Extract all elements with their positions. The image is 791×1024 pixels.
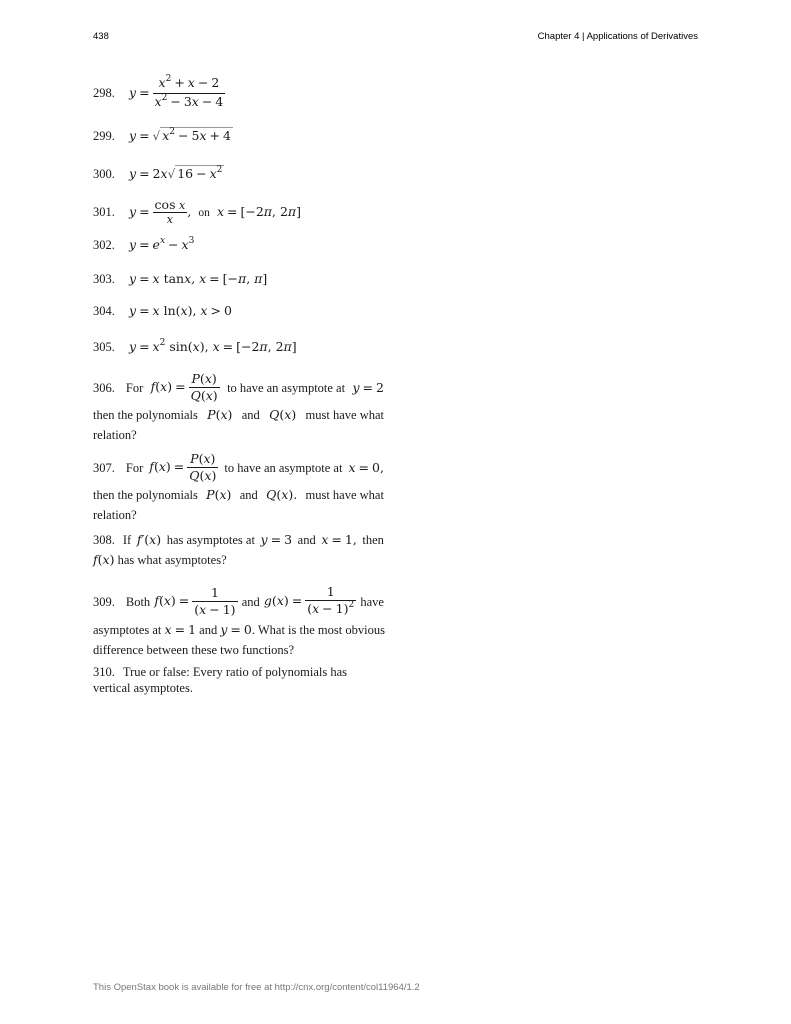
exercise-299 <box>93 126 384 148</box>
asymptote-y: y = 0 <box>220 622 252 637</box>
exercise-number: 308. <box>93 533 115 547</box>
interval: x = [−2π, 2π] <box>216 203 302 219</box>
exercise-305 <box>93 337 384 359</box>
polynomials-text: then the polynomials <box>93 488 198 502</box>
exercise-number: 302. <box>93 238 115 252</box>
exercise-310 <box>93 664 384 696</box>
asymptotes-at-text: has asymptotes at <box>166 533 255 547</box>
asymptote-x: x = 1, <box>321 532 357 547</box>
poly-p: P(x) <box>207 407 233 422</box>
exercise-308 <box>93 530 384 570</box>
exercise-number: 299. <box>93 129 115 143</box>
exercise-number: 305. <box>93 340 115 354</box>
relation-text: relation? <box>93 508 137 522</box>
exercise-number: 306. <box>93 380 115 395</box>
formula: y = $\frac{x^2 + x - 2}{x^2 - 3x - 4}$ <box>129 74 224 109</box>
asymptote-value: y = 2 <box>352 379 384 395</box>
exercise-number: 304. <box>93 304 115 318</box>
must-have-text: must have what <box>305 408 384 422</box>
formula: y = 2x√ $16 - x^2$ <box>129 165 223 181</box>
must-have-text: must have what <box>305 488 384 502</box>
and-text-2: and <box>199 623 218 637</box>
page-number: 438 <box>93 31 109 42</box>
and-text: and <box>241 594 260 609</box>
asymptote-text: to have an asymptote at <box>227 380 346 395</box>
formula: y = $\frac{\text{cos x}}{x}$ , <box>129 197 192 226</box>
formula: f(x) = $\frac{P(x)}{Q(x)}$ <box>149 451 217 483</box>
poly-p: P(x) <box>206 487 232 502</box>
for-text: For <box>125 460 144 475</box>
asymptote-y: y = 3 <box>260 532 293 547</box>
exercise-number: 309. <box>93 594 115 609</box>
what-asymptotes-text: has what asymptotes? <box>117 553 227 567</box>
formula: f(x) = $\frac{P(x)}{Q(x)}$ <box>150 371 218 403</box>
obvious-text: . What is the most obvious <box>251 623 385 637</box>
exercise-307 <box>93 452 384 525</box>
poly-q: Q(x) <box>269 407 297 422</box>
exercise-number: 300. <box>93 167 115 181</box>
exercise-303 <box>93 269 384 289</box>
exercise-306 <box>93 372 384 445</box>
exercise-number: 298. <box>93 86 115 100</box>
then-text: then <box>362 533 384 547</box>
exercise-300 <box>93 164 384 186</box>
relation-text: relation? <box>93 428 137 442</box>
formula-g: g(x) = $\frac{1}{(x - 1)^2}$ <box>263 584 355 616</box>
asymptote-value: x = 0, <box>348 459 384 475</box>
for-text: For <box>125 380 144 395</box>
and-text: and <box>239 488 258 502</box>
function-f: f(x) <box>93 552 115 567</box>
exercise-text: True or false: Every ratio of polynomials has vertical asymptotes. <box>93 665 348 695</box>
formula-f: f(x) = $\frac{1}{(x - 1)}$ <box>154 585 236 617</box>
and-text: and <box>241 408 260 422</box>
formula: $y = x^2$ sin(x), x = [−2π, 2π] <box>129 338 297 354</box>
polynomials-text: then the polynomials <box>93 408 198 422</box>
have-text: have <box>360 594 384 609</box>
on-text: on <box>198 206 210 219</box>
exercise-298 <box>93 76 384 111</box>
poly-q: Q(x). <box>266 487 298 502</box>
exercise-301 <box>93 199 384 225</box>
if-text: If <box>122 533 132 547</box>
asymptote-text: to have an asymptote at <box>224 460 343 475</box>
formula: y = x ln(x), x > 0 <box>129 303 232 318</box>
derivative: f′(x) <box>136 532 162 547</box>
and-text: and <box>297 533 316 547</box>
exercise-309 <box>93 585 384 660</box>
formula: y = √ $x^2 - 5x + 4$ <box>129 127 231 143</box>
exercise-302 <box>93 235 384 257</box>
asymptote-x: x = 1 <box>164 622 197 637</box>
asymptotes-at-text: asymptotes at <box>93 623 162 637</box>
footer-notice: This OpenStax book is available for free at http://cnx.org/content/col11964/1.2 <box>93 982 420 993</box>
formula: $y = e^x - x^3$ <box>129 236 195 252</box>
chapter-header: Chapter 4 | Applications of Derivatives <box>537 31 698 42</box>
exercise-number: 303. <box>93 272 115 286</box>
both-text: Both <box>125 594 151 609</box>
formula: y = x tanx, x = [−π, π] <box>129 271 268 286</box>
difference-text: difference between these two functions? <box>93 643 295 657</box>
exercise-number: 301. <box>93 204 115 219</box>
exercise-number: 307. <box>93 460 115 475</box>
exercise-number: 310. <box>93 665 115 679</box>
exercise-304 <box>93 301 384 321</box>
